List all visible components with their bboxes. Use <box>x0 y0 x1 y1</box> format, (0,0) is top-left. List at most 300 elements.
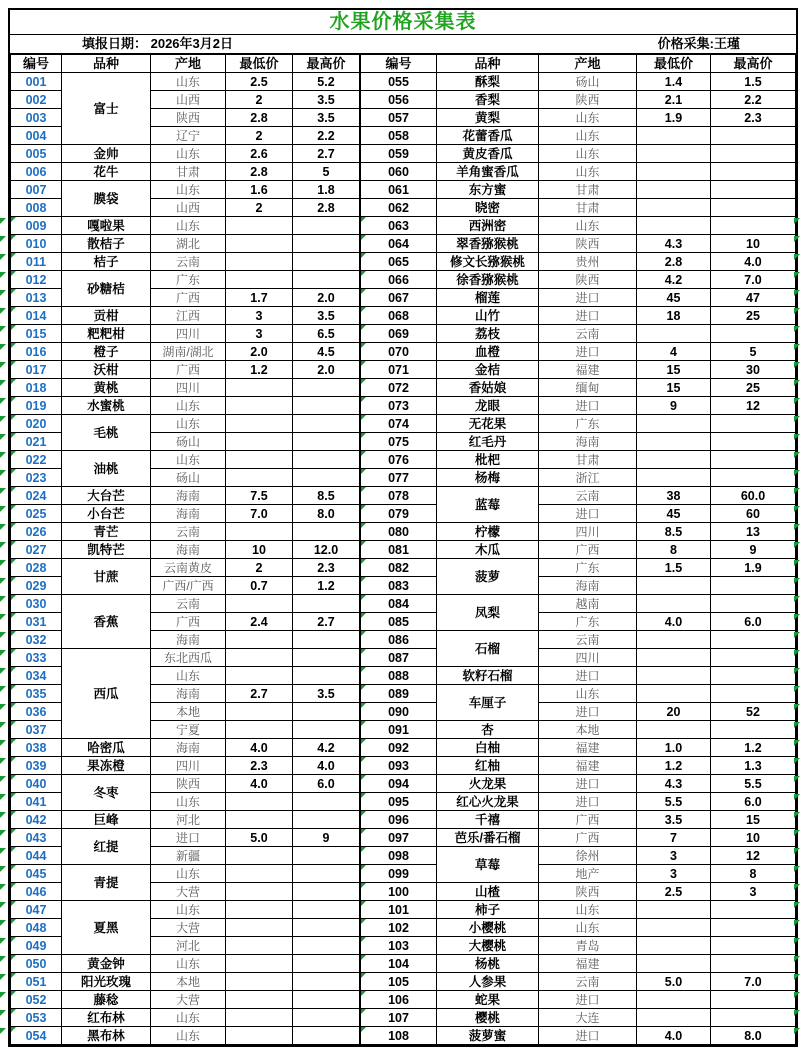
col-header-variety[interactable]: 品种 <box>437 55 539 73</box>
min-price-cell[interactable] <box>637 685 711 703</box>
max-price-cell[interactable] <box>711 469 796 487</box>
max-price-cell[interactable] <box>711 901 796 919</box>
row-id-cell[interactable]: 097 <box>361 829 437 847</box>
row-id-cell[interactable]: 001 <box>11 73 62 91</box>
max-price-cell[interactable]: 25 <box>711 307 796 325</box>
variety-cell[interactable]: 香梨 <box>437 91 539 109</box>
variety-cell[interactable]: 沃柑 <box>62 361 151 379</box>
min-price-cell[interactable] <box>226 649 293 667</box>
max-price-cell[interactable]: 8 <box>711 865 796 883</box>
page-title[interactable]: 水果价格采集表 <box>10 10 796 35</box>
min-price-cell[interactable] <box>637 127 711 145</box>
row-id-cell[interactable]: 044 <box>11 847 62 865</box>
min-price-cell[interactable] <box>637 649 711 667</box>
variety-cell[interactable]: 菠萝 <box>437 559 539 595</box>
row-id-cell[interactable]: 020 <box>11 415 62 433</box>
max-price-cell[interactable]: 4.5 <box>293 343 360 361</box>
max-price-cell[interactable]: 4.2 <box>293 739 360 757</box>
max-price-cell[interactable] <box>293 1009 360 1027</box>
max-price-cell[interactable] <box>711 181 796 199</box>
min-price-cell[interactable] <box>226 793 293 811</box>
max-price-cell[interactable] <box>711 721 796 739</box>
min-price-cell[interactable] <box>226 433 293 451</box>
min-price-cell[interactable]: 4.2 <box>637 271 711 289</box>
row-id-cell[interactable]: 106 <box>361 991 437 1009</box>
max-price-cell[interactable] <box>293 649 360 667</box>
min-price-cell[interactable]: 15 <box>637 379 711 397</box>
origin-cell[interactable]: 福建 <box>539 955 637 973</box>
max-price-cell[interactable]: 1.2 <box>711 739 796 757</box>
origin-cell[interactable]: 广西 <box>539 541 637 559</box>
row-id-cell[interactable]: 107 <box>361 1009 437 1027</box>
origin-cell[interactable]: 广西 <box>151 613 226 631</box>
collector-cell[interactable]: 价格采集:王瑾 <box>657 36 740 51</box>
origin-cell[interactable]: 进口 <box>539 289 637 307</box>
variety-cell[interactable]: 山楂 <box>437 883 539 901</box>
variety-cell[interactable]: 车厘子 <box>437 685 539 721</box>
row-id-cell[interactable]: 080 <box>361 523 437 541</box>
variety-cell[interactable]: 草莓 <box>437 847 539 883</box>
min-price-cell[interactable]: 2.8 <box>637 253 711 271</box>
row-id-cell[interactable]: 049 <box>11 937 62 955</box>
min-price-cell[interactable] <box>637 991 711 1009</box>
row-id-cell[interactable]: 029 <box>11 577 62 595</box>
max-price-cell[interactable]: 2.7 <box>293 613 360 631</box>
max-price-cell[interactable]: 2.2 <box>711 91 796 109</box>
max-price-cell[interactable] <box>711 667 796 685</box>
variety-cell[interactable]: 徐香猕猴桃 <box>437 271 539 289</box>
row-id-cell[interactable]: 079 <box>361 505 437 523</box>
min-price-cell[interactable] <box>637 217 711 235</box>
row-id-cell[interactable]: 032 <box>11 631 62 649</box>
row-id-cell[interactable]: 064 <box>361 235 437 253</box>
max-price-cell[interactable] <box>711 451 796 469</box>
row-id-cell[interactable]: 094 <box>361 775 437 793</box>
max-price-cell[interactable] <box>711 127 796 145</box>
variety-cell[interactable]: 千禧 <box>437 811 539 829</box>
origin-cell[interactable]: 东北西瓜 <box>151 649 226 667</box>
row-id-cell[interactable]: 004 <box>11 127 62 145</box>
max-price-cell[interactable]: 3 <box>711 883 796 901</box>
min-price-cell[interactable] <box>637 163 711 181</box>
variety-cell[interactable]: 柿子 <box>437 901 539 919</box>
min-price-cell[interactable]: 15 <box>637 361 711 379</box>
max-price-cell[interactable] <box>293 991 360 1009</box>
row-id-cell[interactable]: 101 <box>361 901 437 919</box>
variety-cell[interactable]: 甘蔗 <box>62 559 151 595</box>
max-price-cell[interactable]: 8.0 <box>711 1027 796 1045</box>
max-price-cell[interactable]: 2.7 <box>293 145 360 163</box>
min-price-cell[interactable] <box>226 847 293 865</box>
row-id-cell[interactable]: 017 <box>11 361 62 379</box>
min-price-cell[interactable]: 2 <box>226 199 293 217</box>
variety-cell[interactable]: 巨峰 <box>62 811 151 829</box>
variety-cell[interactable]: 香姑娘 <box>437 379 539 397</box>
origin-cell[interactable]: 浙江 <box>539 469 637 487</box>
origin-cell[interactable]: 进口 <box>539 703 637 721</box>
min-price-cell[interactable] <box>226 667 293 685</box>
min-price-cell[interactable]: 2.7 <box>226 685 293 703</box>
variety-cell[interactable]: 人参果 <box>437 973 539 991</box>
min-price-cell[interactable] <box>226 451 293 469</box>
variety-cell[interactable]: 西瓜 <box>62 649 151 739</box>
col-header-origin[interactable]: 产地 <box>539 55 637 73</box>
origin-cell[interactable]: 山东 <box>151 415 226 433</box>
origin-cell[interactable]: 陕西 <box>539 235 637 253</box>
row-id-cell[interactable]: 046 <box>11 883 62 901</box>
max-price-cell[interactable] <box>711 919 796 937</box>
origin-cell[interactable]: 海南 <box>539 433 637 451</box>
max-price-cell[interactable] <box>293 379 360 397</box>
variety-cell[interactable]: 芭乐/番石榴 <box>437 829 539 847</box>
origin-cell[interactable]: 广西 <box>151 361 226 379</box>
min-price-cell[interactable]: 2.6 <box>226 145 293 163</box>
max-price-cell[interactable]: 13 <box>711 523 796 541</box>
row-id-cell[interactable]: 021 <box>11 433 62 451</box>
origin-cell[interactable]: 福建 <box>539 739 637 757</box>
row-id-cell[interactable]: 013 <box>11 289 62 307</box>
row-id-cell[interactable]: 090 <box>361 703 437 721</box>
row-id-cell[interactable]: 096 <box>361 811 437 829</box>
variety-cell[interactable]: 杨桃 <box>437 955 539 973</box>
row-id-cell[interactable]: 088 <box>361 667 437 685</box>
max-price-cell[interactable]: 5.2 <box>293 73 360 91</box>
min-price-cell[interactable] <box>226 1027 293 1045</box>
max-price-cell[interactable] <box>293 469 360 487</box>
min-price-cell[interactable]: 2.0 <box>226 343 293 361</box>
origin-cell[interactable]: 陕西 <box>539 91 637 109</box>
row-id-cell[interactable]: 038 <box>11 739 62 757</box>
origin-cell[interactable]: 大连 <box>539 1009 637 1027</box>
origin-cell[interactable]: 陕西 <box>151 775 226 793</box>
min-price-cell[interactable]: 5.5 <box>637 793 711 811</box>
min-price-cell[interactable]: 4.3 <box>637 775 711 793</box>
row-id-cell[interactable]: 028 <box>11 559 62 577</box>
min-price-cell[interactable] <box>637 145 711 163</box>
min-price-cell[interactable] <box>637 1009 711 1027</box>
origin-cell[interactable]: 进口 <box>539 397 637 415</box>
variety-cell[interactable]: 毛桃 <box>62 415 151 451</box>
col-header-variety[interactable]: 品种 <box>62 55 151 73</box>
origin-cell[interactable]: 云南 <box>539 325 637 343</box>
row-id-cell[interactable]: 015 <box>11 325 62 343</box>
col-header-max-price[interactable]: 最高价 <box>711 55 796 73</box>
row-id-cell[interactable]: 055 <box>361 73 437 91</box>
min-price-cell[interactable]: 7.5 <box>226 487 293 505</box>
row-id-cell[interactable]: 057 <box>361 109 437 127</box>
variety-cell[interactable]: 贡柑 <box>62 307 151 325</box>
origin-cell[interactable]: 云南 <box>151 595 226 613</box>
origin-cell[interactable]: 陕西 <box>539 271 637 289</box>
max-price-cell[interactable] <box>293 397 360 415</box>
min-price-cell[interactable]: 4.0 <box>226 739 293 757</box>
row-id-cell[interactable]: 006 <box>11 163 62 181</box>
row-id-cell[interactable]: 104 <box>361 955 437 973</box>
variety-cell[interactable]: 水蜜桃 <box>62 397 151 415</box>
origin-cell[interactable]: 海南 <box>151 505 226 523</box>
origin-cell[interactable]: 进口 <box>539 775 637 793</box>
max-price-cell[interactable]: 4.0 <box>711 253 796 271</box>
min-price-cell[interactable] <box>226 721 293 739</box>
row-id-cell[interactable]: 024 <box>11 487 62 505</box>
row-id-cell[interactable]: 025 <box>11 505 62 523</box>
variety-cell[interactable]: 夏黑 <box>62 901 151 955</box>
origin-cell[interactable]: 江西 <box>151 307 226 325</box>
min-price-cell[interactable]: 5.0 <box>226 829 293 847</box>
origin-cell[interactable]: 广东 <box>539 559 637 577</box>
min-price-cell[interactable] <box>637 199 711 217</box>
row-id-cell[interactable]: 072 <box>361 379 437 397</box>
min-price-cell[interactable]: 1.7 <box>226 289 293 307</box>
min-price-cell[interactable]: 3 <box>637 847 711 865</box>
variety-cell[interactable]: 金帅 <box>62 145 151 163</box>
max-price-cell[interactable]: 1.2 <box>293 577 360 595</box>
origin-cell[interactable]: 进口 <box>539 793 637 811</box>
variety-cell[interactable]: 木瓜 <box>437 541 539 559</box>
min-price-cell[interactable] <box>226 955 293 973</box>
min-price-cell[interactable] <box>226 865 293 883</box>
variety-cell[interactable]: 柠檬 <box>437 523 539 541</box>
variety-cell[interactable]: 冬枣 <box>62 775 151 811</box>
origin-cell[interactable]: 云南 <box>539 631 637 649</box>
row-id-cell[interactable]: 095 <box>361 793 437 811</box>
min-price-cell[interactable]: 2.5 <box>226 73 293 91</box>
min-price-cell[interactable]: 2 <box>226 127 293 145</box>
max-price-cell[interactable]: 2.3 <box>293 559 360 577</box>
min-price-cell[interactable]: 1.4 <box>637 73 711 91</box>
max-price-cell[interactable] <box>293 451 360 469</box>
min-price-cell[interactable] <box>637 721 711 739</box>
row-id-cell[interactable]: 083 <box>361 577 437 595</box>
variety-cell[interactable]: 红布林 <box>62 1009 151 1027</box>
row-id-cell[interactable]: 078 <box>361 487 437 505</box>
max-price-cell[interactable]: 2.0 <box>293 361 360 379</box>
max-price-cell[interactable] <box>711 145 796 163</box>
row-id-cell[interactable]: 063 <box>361 217 437 235</box>
min-price-cell[interactable] <box>226 1009 293 1027</box>
min-price-cell[interactable]: 1.5 <box>637 559 711 577</box>
max-price-cell[interactable]: 7.0 <box>711 271 796 289</box>
variety-cell[interactable]: 翠香猕猴桃 <box>437 235 539 253</box>
row-id-cell[interactable]: 053 <box>11 1009 62 1027</box>
origin-cell[interactable]: 湖北 <box>151 235 226 253</box>
row-id-cell[interactable]: 026 <box>11 523 62 541</box>
min-price-cell[interactable] <box>226 253 293 271</box>
max-price-cell[interactable] <box>293 721 360 739</box>
max-price-cell[interactable] <box>711 433 796 451</box>
origin-cell[interactable]: 本地 <box>151 973 226 991</box>
origin-cell[interactable]: 大营 <box>151 919 226 937</box>
variety-cell[interactable]: 砂糖桔 <box>62 271 151 307</box>
max-price-cell[interactable]: 6.0 <box>711 613 796 631</box>
variety-cell[interactable]: 白柚 <box>437 739 539 757</box>
min-price-cell[interactable] <box>637 415 711 433</box>
origin-cell[interactable]: 砀山 <box>539 73 637 91</box>
origin-cell[interactable]: 宁夏 <box>151 721 226 739</box>
origin-cell[interactable]: 河北 <box>151 937 226 955</box>
origin-cell[interactable]: 砀山 <box>151 433 226 451</box>
variety-cell[interactable]: 小樱桃 <box>437 919 539 937</box>
max-price-cell[interactable]: 3.5 <box>293 91 360 109</box>
max-price-cell[interactable]: 6.5 <box>293 325 360 343</box>
origin-cell[interactable]: 新疆 <box>151 847 226 865</box>
max-price-cell[interactable] <box>711 163 796 181</box>
variety-cell[interactable]: 凤梨 <box>437 595 539 631</box>
max-price-cell[interactable] <box>711 649 796 667</box>
col-header-max-price[interactable]: 最高价 <box>293 55 360 73</box>
variety-cell[interactable]: 大樱桃 <box>437 937 539 955</box>
min-price-cell[interactable] <box>637 631 711 649</box>
min-price-cell[interactable] <box>226 379 293 397</box>
min-price-cell[interactable]: 2.3 <box>226 757 293 775</box>
variety-cell[interactable]: 富士 <box>62 73 151 145</box>
row-id-cell[interactable]: 010 <box>11 235 62 253</box>
row-id-cell[interactable]: 002 <box>11 91 62 109</box>
col-header-id[interactable]: 编号 <box>11 55 62 73</box>
row-id-cell[interactable]: 034 <box>11 667 62 685</box>
max-price-cell[interactable]: 6.0 <box>711 793 796 811</box>
min-price-cell[interactable]: 8 <box>637 541 711 559</box>
max-price-cell[interactable] <box>293 523 360 541</box>
min-price-cell[interactable]: 2.4 <box>226 613 293 631</box>
origin-cell[interactable]: 大营 <box>151 991 226 1009</box>
row-id-cell[interactable]: 091 <box>361 721 437 739</box>
min-price-cell[interactable] <box>637 451 711 469</box>
max-price-cell[interactable]: 1.9 <box>711 559 796 577</box>
max-price-cell[interactable] <box>293 235 360 253</box>
origin-cell[interactable]: 陕西 <box>539 883 637 901</box>
origin-cell[interactable]: 大营 <box>151 883 226 901</box>
origin-cell[interactable]: 广东 <box>539 613 637 631</box>
max-price-cell[interactable]: 3.5 <box>293 109 360 127</box>
row-id-cell[interactable]: 084 <box>361 595 437 613</box>
origin-cell[interactable]: 福建 <box>539 757 637 775</box>
max-price-cell[interactable] <box>711 577 796 595</box>
min-price-cell[interactable] <box>226 811 293 829</box>
variety-cell[interactable]: 无花果 <box>437 415 539 433</box>
origin-cell[interactable]: 山东 <box>539 109 637 127</box>
max-price-cell[interactable]: 5.5 <box>711 775 796 793</box>
origin-cell[interactable]: 云南 <box>539 487 637 505</box>
row-id-cell[interactable]: 050 <box>11 955 62 973</box>
row-id-cell[interactable]: 093 <box>361 757 437 775</box>
row-id-cell[interactable]: 099 <box>361 865 437 883</box>
origin-cell[interactable]: 四川 <box>539 523 637 541</box>
row-id-cell[interactable]: 045 <box>11 865 62 883</box>
variety-cell[interactable]: 花牛 <box>62 163 151 181</box>
max-price-cell[interactable] <box>711 955 796 973</box>
min-price-cell[interactable]: 20 <box>637 703 711 721</box>
origin-cell[interactable]: 山东 <box>151 865 226 883</box>
min-price-cell[interactable] <box>637 955 711 973</box>
min-price-cell[interactable] <box>226 973 293 991</box>
row-id-cell[interactable]: 018 <box>11 379 62 397</box>
max-price-cell[interactable]: 12 <box>711 397 796 415</box>
min-price-cell[interactable]: 1.9 <box>637 109 711 127</box>
origin-cell[interactable]: 山东 <box>151 145 226 163</box>
max-price-cell[interactable]: 1.8 <box>293 181 360 199</box>
min-price-cell[interactable]: 3.5 <box>637 811 711 829</box>
row-id-cell[interactable]: 087 <box>361 649 437 667</box>
min-price-cell[interactable] <box>637 901 711 919</box>
origin-cell[interactable]: 河北 <box>151 811 226 829</box>
origin-cell[interactable]: 本地 <box>151 703 226 721</box>
row-id-cell[interactable]: 036 <box>11 703 62 721</box>
max-price-cell[interactable]: 2.8 <box>293 199 360 217</box>
min-price-cell[interactable]: 2.8 <box>226 163 293 181</box>
row-id-cell[interactable]: 043 <box>11 829 62 847</box>
row-id-cell[interactable]: 023 <box>11 469 62 487</box>
origin-cell[interactable]: 贵州 <box>539 253 637 271</box>
row-id-cell[interactable]: 030 <box>11 595 62 613</box>
max-price-cell[interactable]: 9 <box>711 541 796 559</box>
max-price-cell[interactable]: 47 <box>711 289 796 307</box>
row-id-cell[interactable]: 069 <box>361 325 437 343</box>
row-id-cell[interactable]: 054 <box>11 1027 62 1045</box>
row-id-cell[interactable]: 070 <box>361 343 437 361</box>
variety-cell[interactable]: 黄皮香瓜 <box>437 145 539 163</box>
variety-cell[interactable]: 红毛丹 <box>437 433 539 451</box>
max-price-cell[interactable]: 10 <box>711 829 796 847</box>
max-price-cell[interactable]: 60 <box>711 505 796 523</box>
row-id-cell[interactable]: 085 <box>361 613 437 631</box>
row-id-cell[interactable]: 014 <box>11 307 62 325</box>
row-id-cell[interactable]: 041 <box>11 793 62 811</box>
origin-cell[interactable]: 山东 <box>539 685 637 703</box>
min-price-cell[interactable]: 7 <box>637 829 711 847</box>
variety-cell[interactable]: 大台芒 <box>62 487 151 505</box>
row-id-cell[interactable]: 074 <box>361 415 437 433</box>
variety-cell[interactable]: 黄金钟 <box>62 955 151 973</box>
origin-cell[interactable]: 云南 <box>151 523 226 541</box>
origin-cell[interactable]: 湖南/湖北 <box>151 343 226 361</box>
min-price-cell[interactable] <box>226 217 293 235</box>
min-price-cell[interactable]: 1.0 <box>637 739 711 757</box>
max-price-cell[interactable]: 1.5 <box>711 73 796 91</box>
min-price-cell[interactable] <box>637 181 711 199</box>
min-price-cell[interactable] <box>226 883 293 901</box>
origin-cell[interactable]: 徐州 <box>539 847 637 865</box>
min-price-cell[interactable]: 10 <box>226 541 293 559</box>
origin-cell[interactable]: 山东 <box>539 919 637 937</box>
row-id-cell[interactable]: 081 <box>361 541 437 559</box>
row-id-cell[interactable]: 108 <box>361 1027 437 1045</box>
origin-cell[interactable]: 山东 <box>151 793 226 811</box>
origin-cell[interactable]: 进口 <box>539 1027 637 1045</box>
row-id-cell[interactable]: 082 <box>361 559 437 577</box>
max-price-cell[interactable]: 60.0 <box>711 487 796 505</box>
max-price-cell[interactable] <box>293 415 360 433</box>
variety-cell[interactable]: 凯特芒 <box>62 541 151 559</box>
variety-cell[interactable]: 哈密瓜 <box>62 739 151 757</box>
min-price-cell[interactable] <box>226 271 293 289</box>
row-id-cell[interactable]: 031 <box>11 613 62 631</box>
row-id-cell[interactable]: 098 <box>361 847 437 865</box>
min-price-cell[interactable]: 18 <box>637 307 711 325</box>
origin-cell[interactable]: 海南 <box>151 631 226 649</box>
variety-cell[interactable]: 藤稔 <box>62 991 151 1009</box>
variety-cell[interactable]: 阳光玫瑰 <box>62 973 151 991</box>
variety-cell[interactable]: 红提 <box>62 829 151 865</box>
row-id-cell[interactable]: 027 <box>11 541 62 559</box>
row-id-cell[interactable]: 011 <box>11 253 62 271</box>
min-price-cell[interactable]: 3 <box>226 325 293 343</box>
min-price-cell[interactable] <box>637 595 711 613</box>
origin-cell[interactable]: 进口 <box>539 991 637 1009</box>
max-price-cell[interactable]: 12 <box>711 847 796 865</box>
min-price-cell[interactable]: 4.0 <box>637 613 711 631</box>
max-price-cell[interactable]: 2.2 <box>293 127 360 145</box>
